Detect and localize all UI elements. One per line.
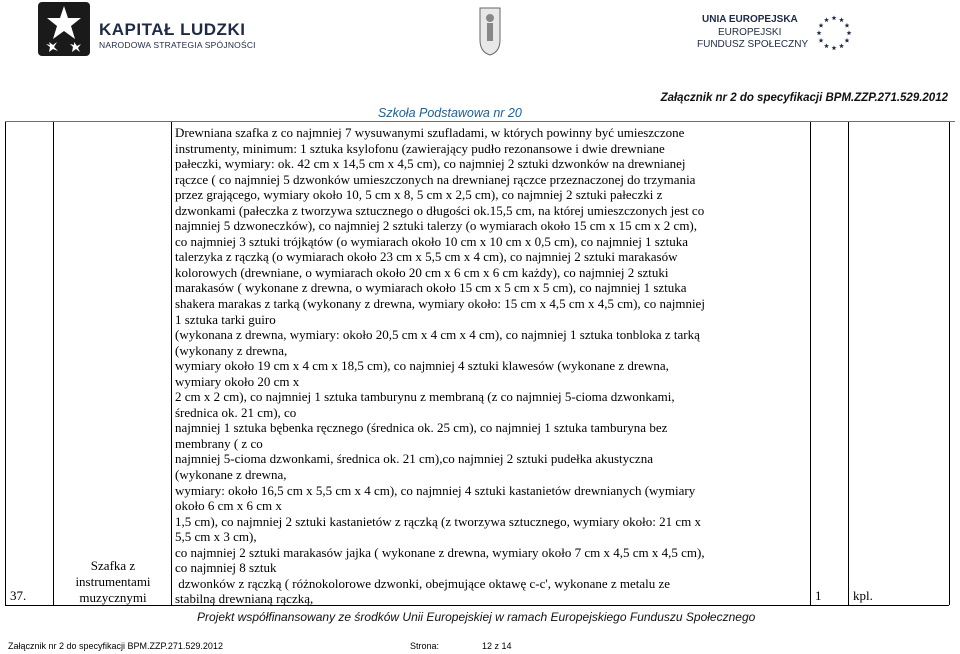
- table-col-divider: [810, 122, 811, 605]
- attachment-header: Załącznik nr 2 do specyfikacji BPM.ZZP.271.529.2012: [660, 92, 948, 104]
- eu-star-icon: [824, 43, 829, 48]
- table-border-left: [5, 122, 6, 605]
- eu-star-icon: [832, 45, 837, 50]
- footer-page-label: Strona:: [410, 641, 440, 651]
- row-number: 37.: [10, 588, 27, 603]
- table-col-divider: [53, 122, 54, 605]
- table-border-right: [949, 122, 950, 605]
- eu-star-icon: [847, 30, 852, 35]
- kl-subtitle: NARODOWA STRATEGIA SPÓJNOŚCI: [99, 40, 256, 50]
- eu-star-icon: [817, 30, 822, 35]
- ue-line2: EUROPEJSKI: [718, 27, 782, 38]
- kapital-ludzki-logo: [38, 2, 90, 56]
- footer-page-number: 12 z 14: [482, 641, 512, 651]
- eu-star-icon: [845, 23, 850, 28]
- kl-title: KAPITAŁ LUDZKI: [99, 20, 246, 39]
- school-name: Szkoła Podstawowa nr 20: [378, 106, 522, 120]
- ue-line1: UNIA EUROPEJSKA: [702, 14, 798, 25]
- eu-star-icon: [839, 17, 844, 22]
- eu-star-icon: [832, 15, 837, 20]
- table-col-divider: [171, 122, 172, 605]
- header-divider: [5, 121, 955, 122]
- item-quantity: 1: [815, 588, 822, 603]
- eu-star-icon: [824, 17, 829, 22]
- item-name: Szafka z instrumentami muzycznymi: [75, 558, 151, 605]
- eu-star-icon: [819, 23, 824, 28]
- ue-line3: FUNDUSZ SPOŁECZNY: [697, 39, 809, 50]
- eu-star-icon: [845, 38, 850, 43]
- eu-star-icon: [819, 38, 824, 43]
- footer-attachment: Załącznik nr 2 do specyfikacji BPM.ZZP.271.529.2012: [8, 641, 223, 651]
- eu-star-icon: [839, 43, 844, 48]
- table-col-divider: [848, 122, 849, 605]
- city-crest-icon: [478, 6, 502, 56]
- item-unit: kpl.: [853, 588, 873, 603]
- star-figure-icon: [38, 2, 90, 56]
- item-description: Drewniana szafka z co najmniej 7 wysuwanymi szufladami, w których powinny być umieszczone instrumenty, minimum: 1 sztuka ksylofonu (zawierający pudło rezonansowe i dwie drewniane pałeczki, wymiary: ok. 42 cm x 14,5 cm x 4,5 cm), co najmniej 2 sztuki dzwonków na drewnianej rączce ( co najmniej 5 dzwonków umieszczonych na drewnianej rączce przeznaczonej do trzymania przez grającego, wymiary około 10, 5 cm x 8, 5 cm x 2,5 cm), co najmniej 2 sztuki pałeczki z dzwonkami (pałeczka z tworzywa sztucznego o długości ok.15,5 cm, na której umieszczonych jest co najmniej 5 dzwoneczków), co najmniej 2 sztuki talerzy (o wymiarach około 15 cm x 15 cm x 2 cm), co najmniej 3 sztuki trójkątów (o wymiarach około 10 cm x 10 cm x 0,5 cm), co najmniej 1 sztuka talerzyka z rączką (o wymiarach około 23 cm x 5,5 cm x 4 cm), co najmniej 2 sztuki marakasów kolorowych (drewniane, o wymiarach około 20 cm x 6 cm x 6 cm każdy), co najmniej 2 sztuki marakasów ( wykonane z drewna, o wymiarach około 15 cm x 5 cm x 5 cm), co najmniej 1 sztuka shakera marakas z tarką (wykonany z drewna, wymiary około: 15 cm x 4,5 cm x 4,5 cm), co najmniej 1 sztuka tarki guiro (wykonana z drewna, wymiary: około 20,5 cm x 4 cm x 4 cm), co najmniej 1 sztuka tonbloka z tarką (wykonany z drewna, wymiary około 19 cm x 4 cm x 18,5 cm), co najmniej 4 sztuki klawesów (wykonane z drewna, wymiary około 20 cm x 2 cm x 2 cm), co najmniej 1 sztuka tamburynu z membraną (z co najmniej 5-cioma dzwonkami, średnica ok. 21 cm), co najmniej 1 sztuka bębenka ręcznego (średnica ok. 25 cm), co najmniej 1 sztuka tamburyna bez membrany ( z co najmniej 5-cioma dzwonkami, średnica ok. 21 cm),co najmniej 2 sztuki pudełka akustyczna (wykonane z drewna, wymiary: około 16,5 cm x 5,5 cm x 4 cm), co najmniej 4 sztuki kastanietów drewnianych (wymiary około 6 cm x 6 cm x 1,5 cm), co najmniej 2 sztuki kastanietów z rączką (z tworzywa sztucznego, wymiary około: 21 cm x 5,5 cm x 3 cm), co najmniej 2 sztuki marakasów jajka ( wykonane z drewna, wymiary około 7 cm x 4,5 cm x 4,5 cm), co najmniej 8 sztuk dzwonków z rączką ( różnokolorowe dzwonki, obejmujące oktawę c-c', wykonane z metalu ze stabilną drewnianą rączką,: [175, 125, 705, 607]
- eu-stars-flag-icon: [813, 12, 855, 54]
- project-footer: Projekt współfinansowany ze środków Unii Europejskiej w ramach Europejskiego Funduszu Społecznego: [197, 610, 756, 624]
